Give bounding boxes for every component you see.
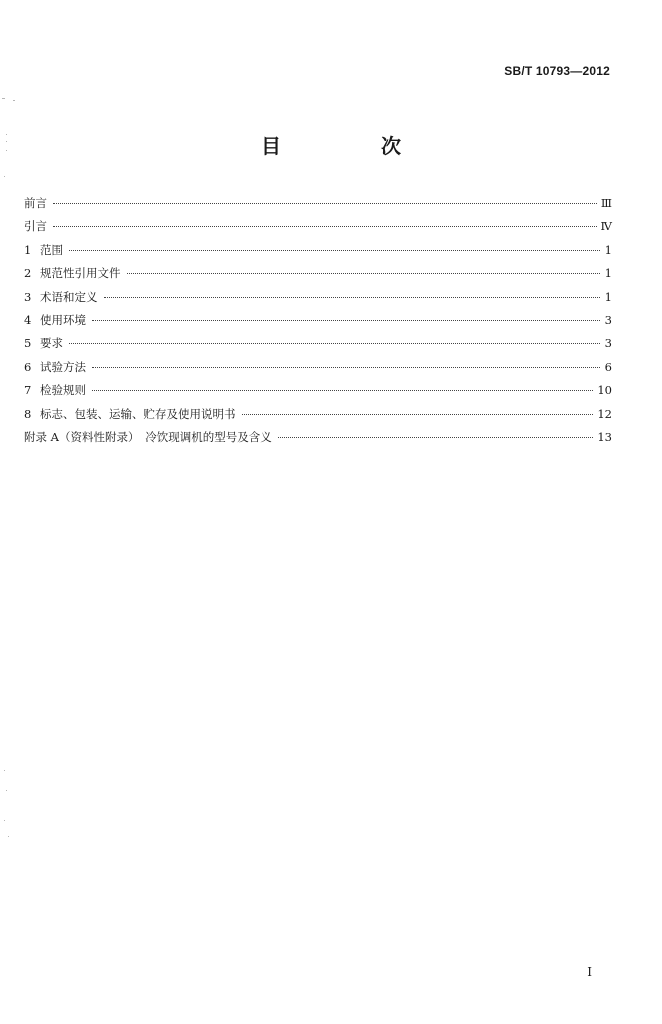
scan-speck bbox=[6, 141, 7, 142]
toc-entry-number: 8 bbox=[24, 406, 32, 421]
toc-leader-dots bbox=[92, 320, 600, 321]
toc-leader-dots bbox=[69, 250, 600, 251]
toc-entry-number: 6 bbox=[24, 359, 32, 374]
toc-entry-page: 10 bbox=[597, 383, 612, 398]
toc-entry-title: 标志、包装、运输、贮存及使用说明书 bbox=[40, 406, 236, 421]
toc-entry[interactable] bbox=[24, 262, 612, 285]
toc-entry-label bbox=[24, 332, 63, 355]
toc-entry[interactable] bbox=[24, 286, 612, 309]
toc-leader-dots bbox=[69, 343, 600, 344]
toc-leader-dots bbox=[242, 414, 594, 415]
toc-entry[interactable] bbox=[24, 356, 612, 379]
toc-leader-dots bbox=[278, 437, 594, 438]
toc-entry-number: 3 bbox=[24, 289, 32, 304]
toc-entry-title: 范围 bbox=[40, 242, 63, 257]
toc-entry-label bbox=[24, 262, 121, 285]
toc-entry-title: 引言 bbox=[24, 219, 47, 234]
toc-entry-title: 规范性引用文件 bbox=[40, 266, 121, 281]
toc-entry-title: 检验规则 bbox=[40, 383, 86, 398]
scan-speck bbox=[6, 150, 7, 151]
scan-speck bbox=[4, 820, 5, 821]
scan-speck bbox=[2, 98, 5, 99]
scan-speck bbox=[4, 176, 5, 177]
toc-entry[interactable] bbox=[24, 403, 612, 426]
toc-leader-dots bbox=[104, 297, 601, 298]
toc-entry-page: 6 bbox=[604, 359, 612, 374]
toc-entry-label bbox=[24, 239, 63, 262]
toc-entry-page: 13 bbox=[597, 429, 612, 444]
toc-entry-page: 12 bbox=[597, 406, 612, 421]
toc-entry-page: 1 bbox=[604, 242, 612, 257]
table-of-contents bbox=[24, 192, 612, 449]
toc-entry-title: 试验方法 bbox=[40, 359, 86, 374]
toc-entry-label bbox=[24, 215, 47, 238]
toc-entry-title: 附录 A（资料性附录） 冷饮现调机的型号及含义 bbox=[24, 429, 272, 444]
scan-speck bbox=[4, 770, 5, 771]
toc-entry-page: Ⅲ bbox=[600, 196, 612, 210]
toc-entry-title: 使用环境 bbox=[40, 312, 86, 327]
toc-entry[interactable] bbox=[24, 215, 612, 238]
scan-speck bbox=[6, 134, 7, 135]
page-number: I bbox=[587, 965, 592, 979]
toc-entry-label bbox=[24, 403, 236, 426]
toc-entry-page: 3 bbox=[604, 336, 612, 351]
toc-entry-page: 3 bbox=[604, 312, 612, 327]
toc-entry-label bbox=[24, 356, 86, 379]
toc-entry-label bbox=[24, 192, 47, 215]
toc-entry-number: 5 bbox=[24, 336, 32, 351]
standard-code: SB/T 10793—2012 bbox=[504, 64, 610, 78]
toc-entry-label bbox=[24, 309, 86, 332]
toc-entry[interactable] bbox=[24, 239, 612, 262]
scan-speck bbox=[13, 100, 15, 101]
toc-entry-title: 要求 bbox=[40, 336, 63, 351]
toc-entry-page: 1 bbox=[604, 266, 612, 281]
toc-entry-page: Ⅳ bbox=[600, 219, 612, 234]
toc-entry[interactable] bbox=[24, 332, 612, 355]
toc-leader-dots bbox=[53, 203, 597, 204]
toc-entry-page: 1 bbox=[604, 289, 612, 304]
toc-leader-dots bbox=[92, 367, 600, 368]
toc-entry-label bbox=[24, 379, 86, 402]
toc-entry-number: 2 bbox=[24, 266, 32, 281]
toc-entry-label bbox=[24, 286, 98, 309]
toc-leader-dots bbox=[53, 226, 597, 227]
toc-entry-number: 1 bbox=[24, 242, 32, 257]
toc-leader-dots bbox=[127, 273, 601, 274]
toc-entry[interactable] bbox=[24, 379, 612, 402]
toc-entry-number: 4 bbox=[24, 312, 32, 327]
toc-entry-label bbox=[24, 426, 272, 449]
toc-title: 目 次 bbox=[261, 134, 441, 158]
toc-entry[interactable] bbox=[24, 426, 612, 449]
toc-entry[interactable] bbox=[24, 192, 612, 215]
toc-entry[interactable] bbox=[24, 309, 612, 332]
scan-speck bbox=[8, 836, 9, 837]
toc-entry-title: 前言 bbox=[24, 196, 47, 210]
scan-speck bbox=[6, 790, 7, 791]
toc-leader-dots bbox=[92, 390, 593, 391]
toc-entry-number: 7 bbox=[24, 383, 32, 398]
toc-entry-title: 术语和定义 bbox=[40, 289, 98, 304]
